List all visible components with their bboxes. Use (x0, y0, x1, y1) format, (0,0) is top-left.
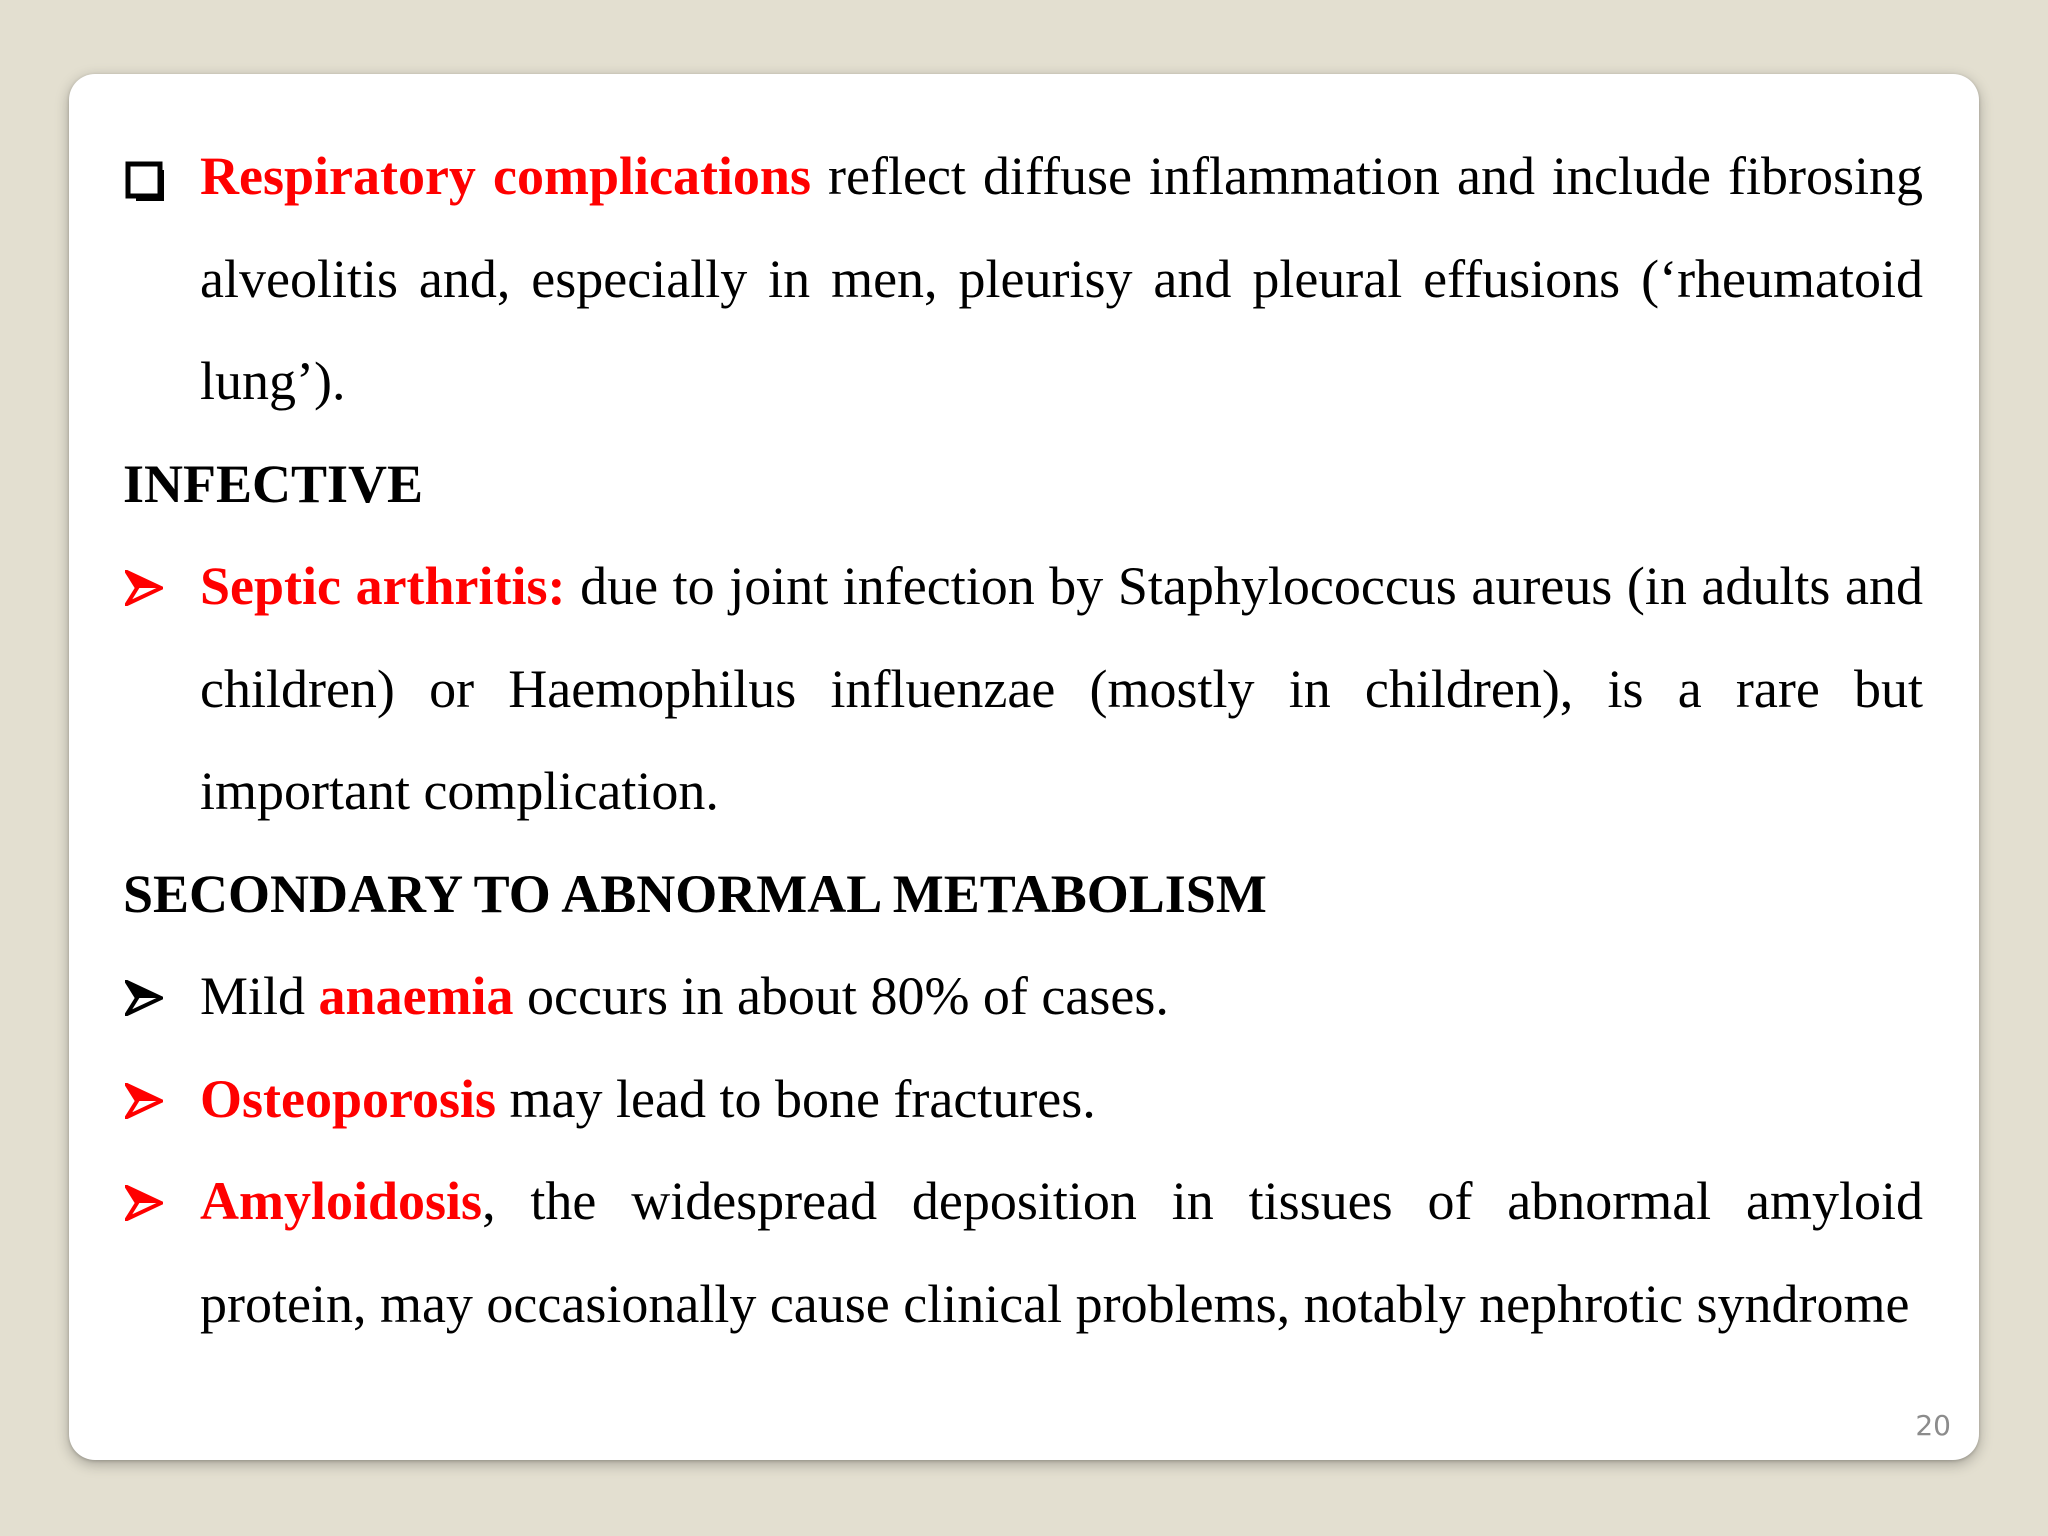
page-number: 20 (1915, 1409, 1951, 1442)
arrowhead-icon (123, 535, 173, 638)
bullet-amyloidosis (123, 1150, 1923, 1355)
amyloidosis-highlight: Amyloidosis (200, 1171, 483, 1231)
anaemia-highlight: anaemia (318, 966, 514, 1026)
septic-arthritis-text: due to joint infection by Staphylococcus aureus (in adults and children) or Haemophilus influenzae (mostly in children), is a rare but important complication. (200, 556, 1923, 821)
arrowhead-icon (123, 945, 173, 1048)
square-checkbox-icon (123, 125, 173, 228)
arrowhead-icon (123, 1048, 173, 1151)
osteoporosis-text: may lead to bone fractures. (496, 1068, 1096, 1129)
arrowhead-icon (123, 1150, 173, 1253)
anaemia-prefix: Mild (200, 966, 319, 1026)
heading-infective: INFECTIVE (123, 453, 424, 514)
heading-abnormal-metabolism: SECONDARY TO ABNORMAL METABOLISM (123, 863, 1267, 924)
bullet-respiratory (123, 125, 1923, 433)
anaemia-text: occurs in about 80% of cases. (513, 966, 1169, 1026)
osteoporosis-highlight: Osteoporosis (200, 1068, 497, 1129)
bullet-septic-arthritis (123, 535, 1923, 843)
slide-content (123, 125, 1923, 1355)
respiratory-text: reflect diffuse inflammation and include fibrosing alveolitis and, especially in men, pleurisy and pleural effusions (‘rheumatoid lung’). (200, 146, 1923, 411)
slide-card (69, 74, 1979, 1460)
respiratory-highlight: Respiratory complications (200, 146, 811, 206)
septic-arthritis-highlight: Septic arthritis: (200, 556, 566, 616)
bullet-anaemia (123, 945, 1923, 1048)
bullet-osteoporosis (123, 1048, 1923, 1151)
amyloidosis-text: , the widespread deposition in tissues of abnormal amyloid protein, may occasionally cause clinical problems, notably nephrotic syndrome (200, 1171, 1923, 1334)
